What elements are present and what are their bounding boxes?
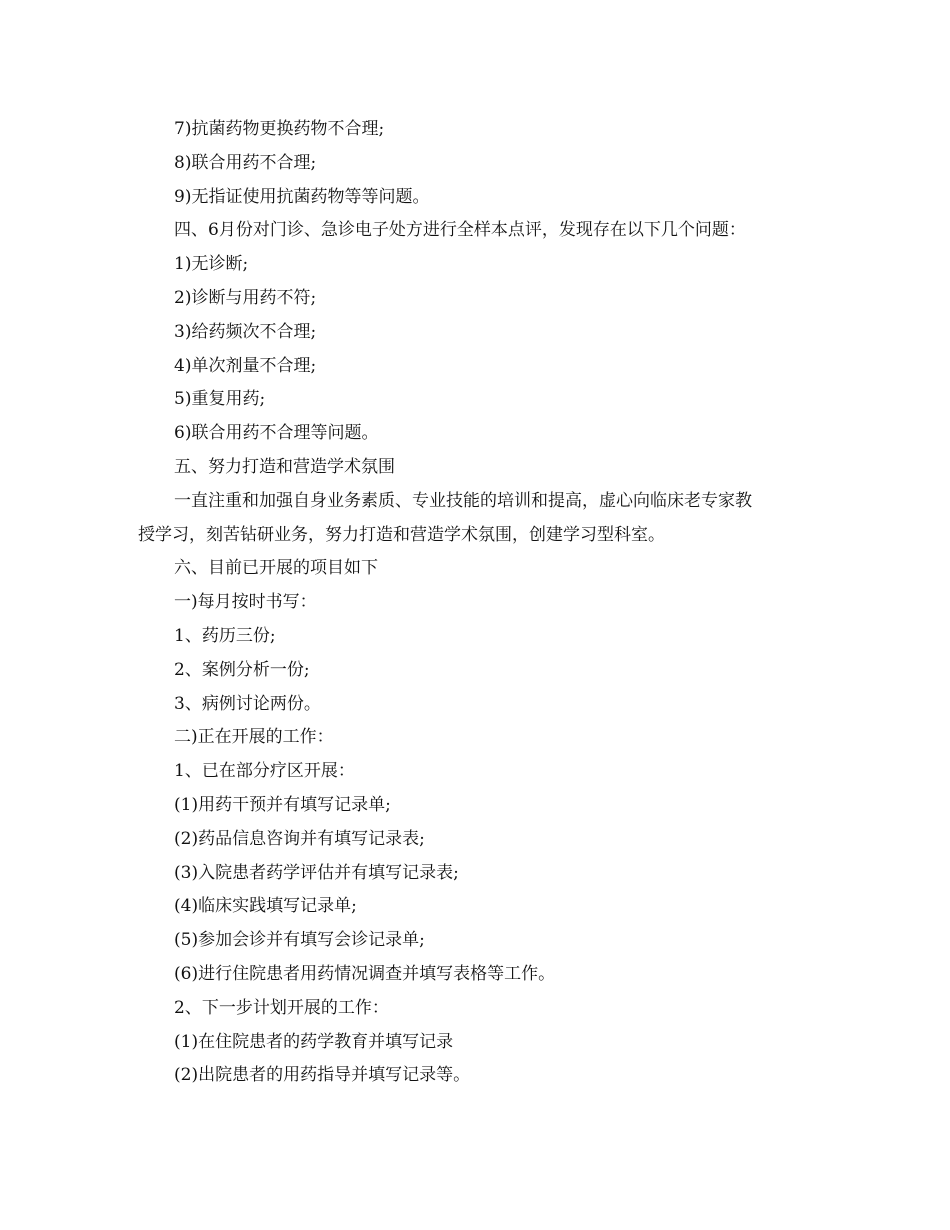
section-heading: 五、努力打造和营造学术氛围 xyxy=(174,456,395,477)
subsection-heading: 一)每月按时书写： xyxy=(174,592,317,613)
text-line: 1、已在部分疗区开展： xyxy=(174,761,355,782)
text-line: (1)用药干预并有填写记录单; xyxy=(174,794,391,815)
text-line: 8)联合用药不合理; xyxy=(174,152,317,173)
text-line: (2)药品信息咨询并有填写记录表; xyxy=(174,828,425,849)
text-line: (2)出院患者的用药指导并填写记录等。 xyxy=(174,1065,471,1086)
text-line: 1)无诊断; xyxy=(174,254,249,275)
text-line: 3)给药频次不合理; xyxy=(174,321,317,342)
text-line: 9)无指证使用抗菌药物等等问题。 xyxy=(174,186,430,207)
text-line: (3)入院患者药学评估并有填写记录表; xyxy=(174,862,459,883)
text-line: 2)诊断与用药不符; xyxy=(174,287,317,308)
text-line: (1)在住院患者的药学教育并填写记录 xyxy=(174,1031,454,1052)
text-line: 4)单次剂量不合理; xyxy=(174,355,317,376)
text-line: 6)联合用药不合理等问题。 xyxy=(174,423,379,444)
text-line: (6)进行住院患者用药情况调查并填写表格等工作。 xyxy=(174,963,556,984)
section-heading: 六、目前已开展的项目如下 xyxy=(174,558,378,579)
text-line: 1、药历三份; xyxy=(174,625,276,646)
text-line: 3、病例讨论两份。 xyxy=(174,693,321,714)
paragraph-line: 一直注重和加强自身业务素质、专业技能的培训和提高，虚心向临床老专家教 xyxy=(174,490,752,511)
paragraph-line-continuation: 授学习，刻苦钻研业务，努力打造和营造学术氛围，创建学习型科室。 xyxy=(138,524,665,545)
text-line: 2、下一步计划开展的工作： xyxy=(174,997,389,1018)
text-line: 5)重复用药; xyxy=(174,389,266,410)
text-line: (5)参加会诊并有填写会诊记录单; xyxy=(174,930,425,951)
text-line: (4)临床实践填写记录单; xyxy=(174,896,357,917)
subsection-heading: 二)正在开展的工作： xyxy=(174,727,334,748)
section-heading: 四、6月份对门诊、急诊电子处方进行全样本点评，发现存在以下几个问题： xyxy=(174,220,746,241)
text-line: 7)抗菌药物更换药物不合理; xyxy=(174,119,385,139)
text-line: 2、案例分析一份; xyxy=(174,659,310,680)
document-body xyxy=(138,113,818,1093)
